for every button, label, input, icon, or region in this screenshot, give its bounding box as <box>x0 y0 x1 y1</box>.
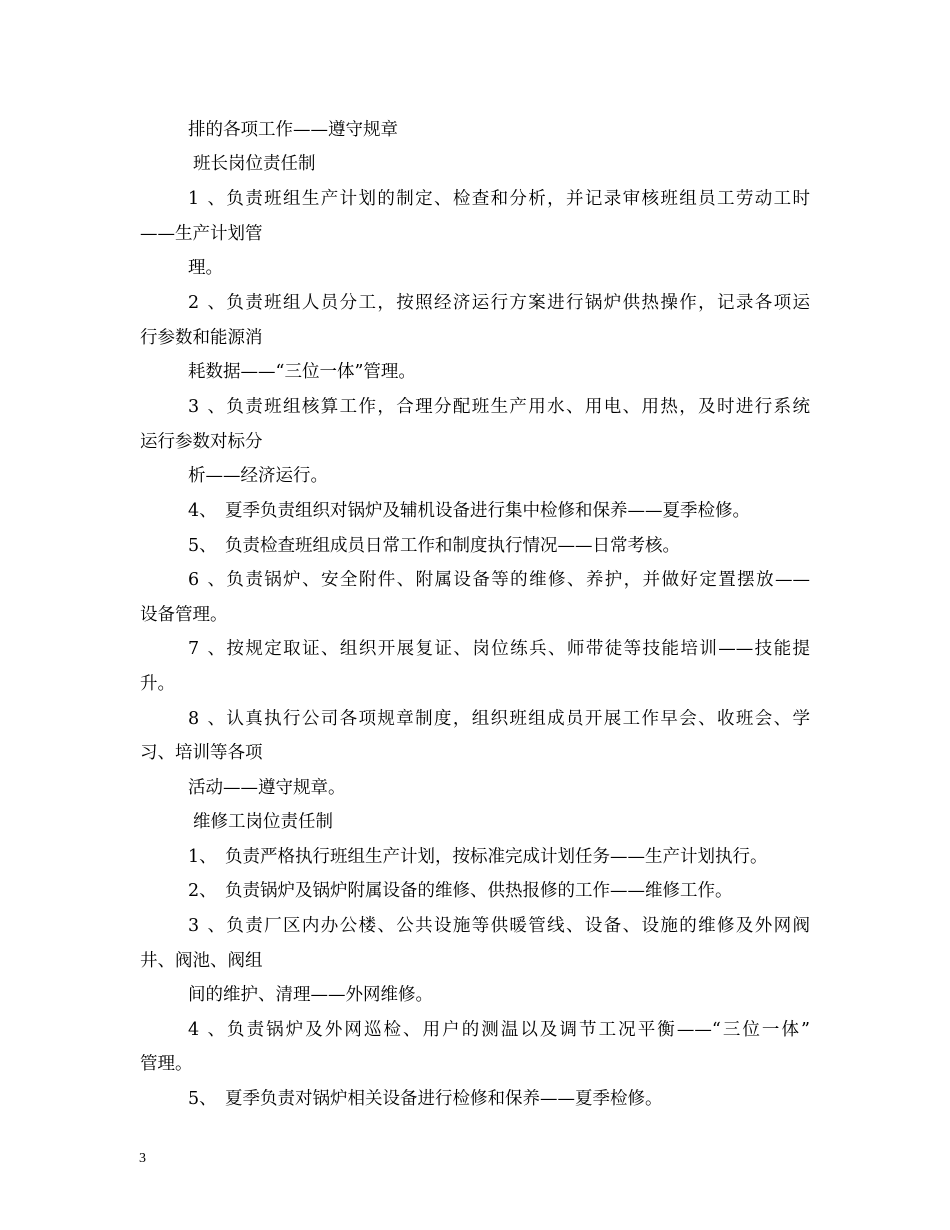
text-line: 运行参数对标分 <box>140 432 263 452</box>
list-item: 4、 夏季负责组织对锅炉及辅机设备进行集中检修和保养——夏季检修。 <box>188 501 750 521</box>
list-number: 7、 <box>188 639 225 659</box>
list-number: 5、 <box>188 536 217 556</box>
list-number: 4、 <box>188 1020 225 1040</box>
text-line: 行参数和能源消 <box>140 328 263 348</box>
text-line: 排的各项工作——遵守规章 <box>188 120 398 140</box>
list-item: 2、 负责锅炉及锅炉附属设备的维修、供热报修的工作——维修工作。 <box>188 881 733 901</box>
text-line: 井、阀池、阀组 <box>140 951 263 971</box>
text-line: 升。 <box>140 674 175 694</box>
text-line: ——生产计划管 <box>140 224 263 244</box>
text-line: 理。 <box>188 258 223 278</box>
list-number: 1、 <box>188 847 217 867</box>
list-item: 4、负责锅炉及外网巡检、用户的测温以及调节工况平衡——“三位一体” <box>188 1020 810 1040</box>
list-number: 4、 <box>188 501 217 521</box>
text-line: 设备管理。 <box>140 605 228 625</box>
list-item: 1、负责班组生产计划的制定、检查和分析，并记录审核班组员工劳动工时 <box>188 189 810 209</box>
text-line: 习、培训等各项 <box>140 743 263 763</box>
text-line: 析——经济运行。 <box>188 466 328 486</box>
list-number: 5、 <box>188 1089 217 1109</box>
text-line: 耗数据——“三位一体”管理。 <box>188 362 416 382</box>
list-number: 8、 <box>188 709 225 729</box>
text-line: 间的维护、清理——外网维修。 <box>188 985 433 1005</box>
list-number: 6、 <box>188 570 225 590</box>
list-number: 2、 <box>188 293 225 313</box>
list-item: 2、负责班组人员分工，按照经济运行方案进行锅炉供热操作，记录各项运 <box>188 293 810 313</box>
list-item: 7、按规定取证、组织开展复证、岗位练兵、师带徒等技能培训——技能提 <box>188 639 810 659</box>
text-line: 管理。 <box>140 1054 193 1074</box>
section-heading-maintenance: 维修工岗位责任制 <box>193 812 333 832</box>
list-item: 3、负责厂区内办公楼、公共设施等供暖管线、设备、设施的维修及外网阀 <box>188 916 810 936</box>
section-heading-team-leader: 班长岗位责任制 <box>193 154 316 174</box>
list-number: 3、 <box>188 397 225 417</box>
page-number: 3 <box>139 1151 146 1166</box>
list-item: 8、认真执行公司各项规章制度，组织班组成员开展工作早会、收班会、学 <box>188 709 810 729</box>
list-number: 2、 <box>188 881 217 901</box>
list-item: 3、负责班组核算工作，合理分配班生产用水、用电、用热，及时进行系统 <box>188 397 810 417</box>
list-item: 1、 负责严格执行班组生产计划，按标准完成计划任务——生产计划执行。 <box>188 847 768 867</box>
list-number: 3、 <box>188 916 225 936</box>
list-item: 5、 负责检查班组成员日常工作和制度执行情况——日常考核。 <box>188 536 680 556</box>
list-item: 5、 夏季负责对锅炉相关设备进行检修和保养——夏季检修。 <box>188 1089 663 1109</box>
list-number: 1、 <box>188 189 225 209</box>
list-item: 6、负责锅炉、安全附件、附属设备等的维修、养护，并做好定置摆放—— <box>188 570 810 590</box>
text-line: 活动——遵守规章。 <box>188 778 346 798</box>
